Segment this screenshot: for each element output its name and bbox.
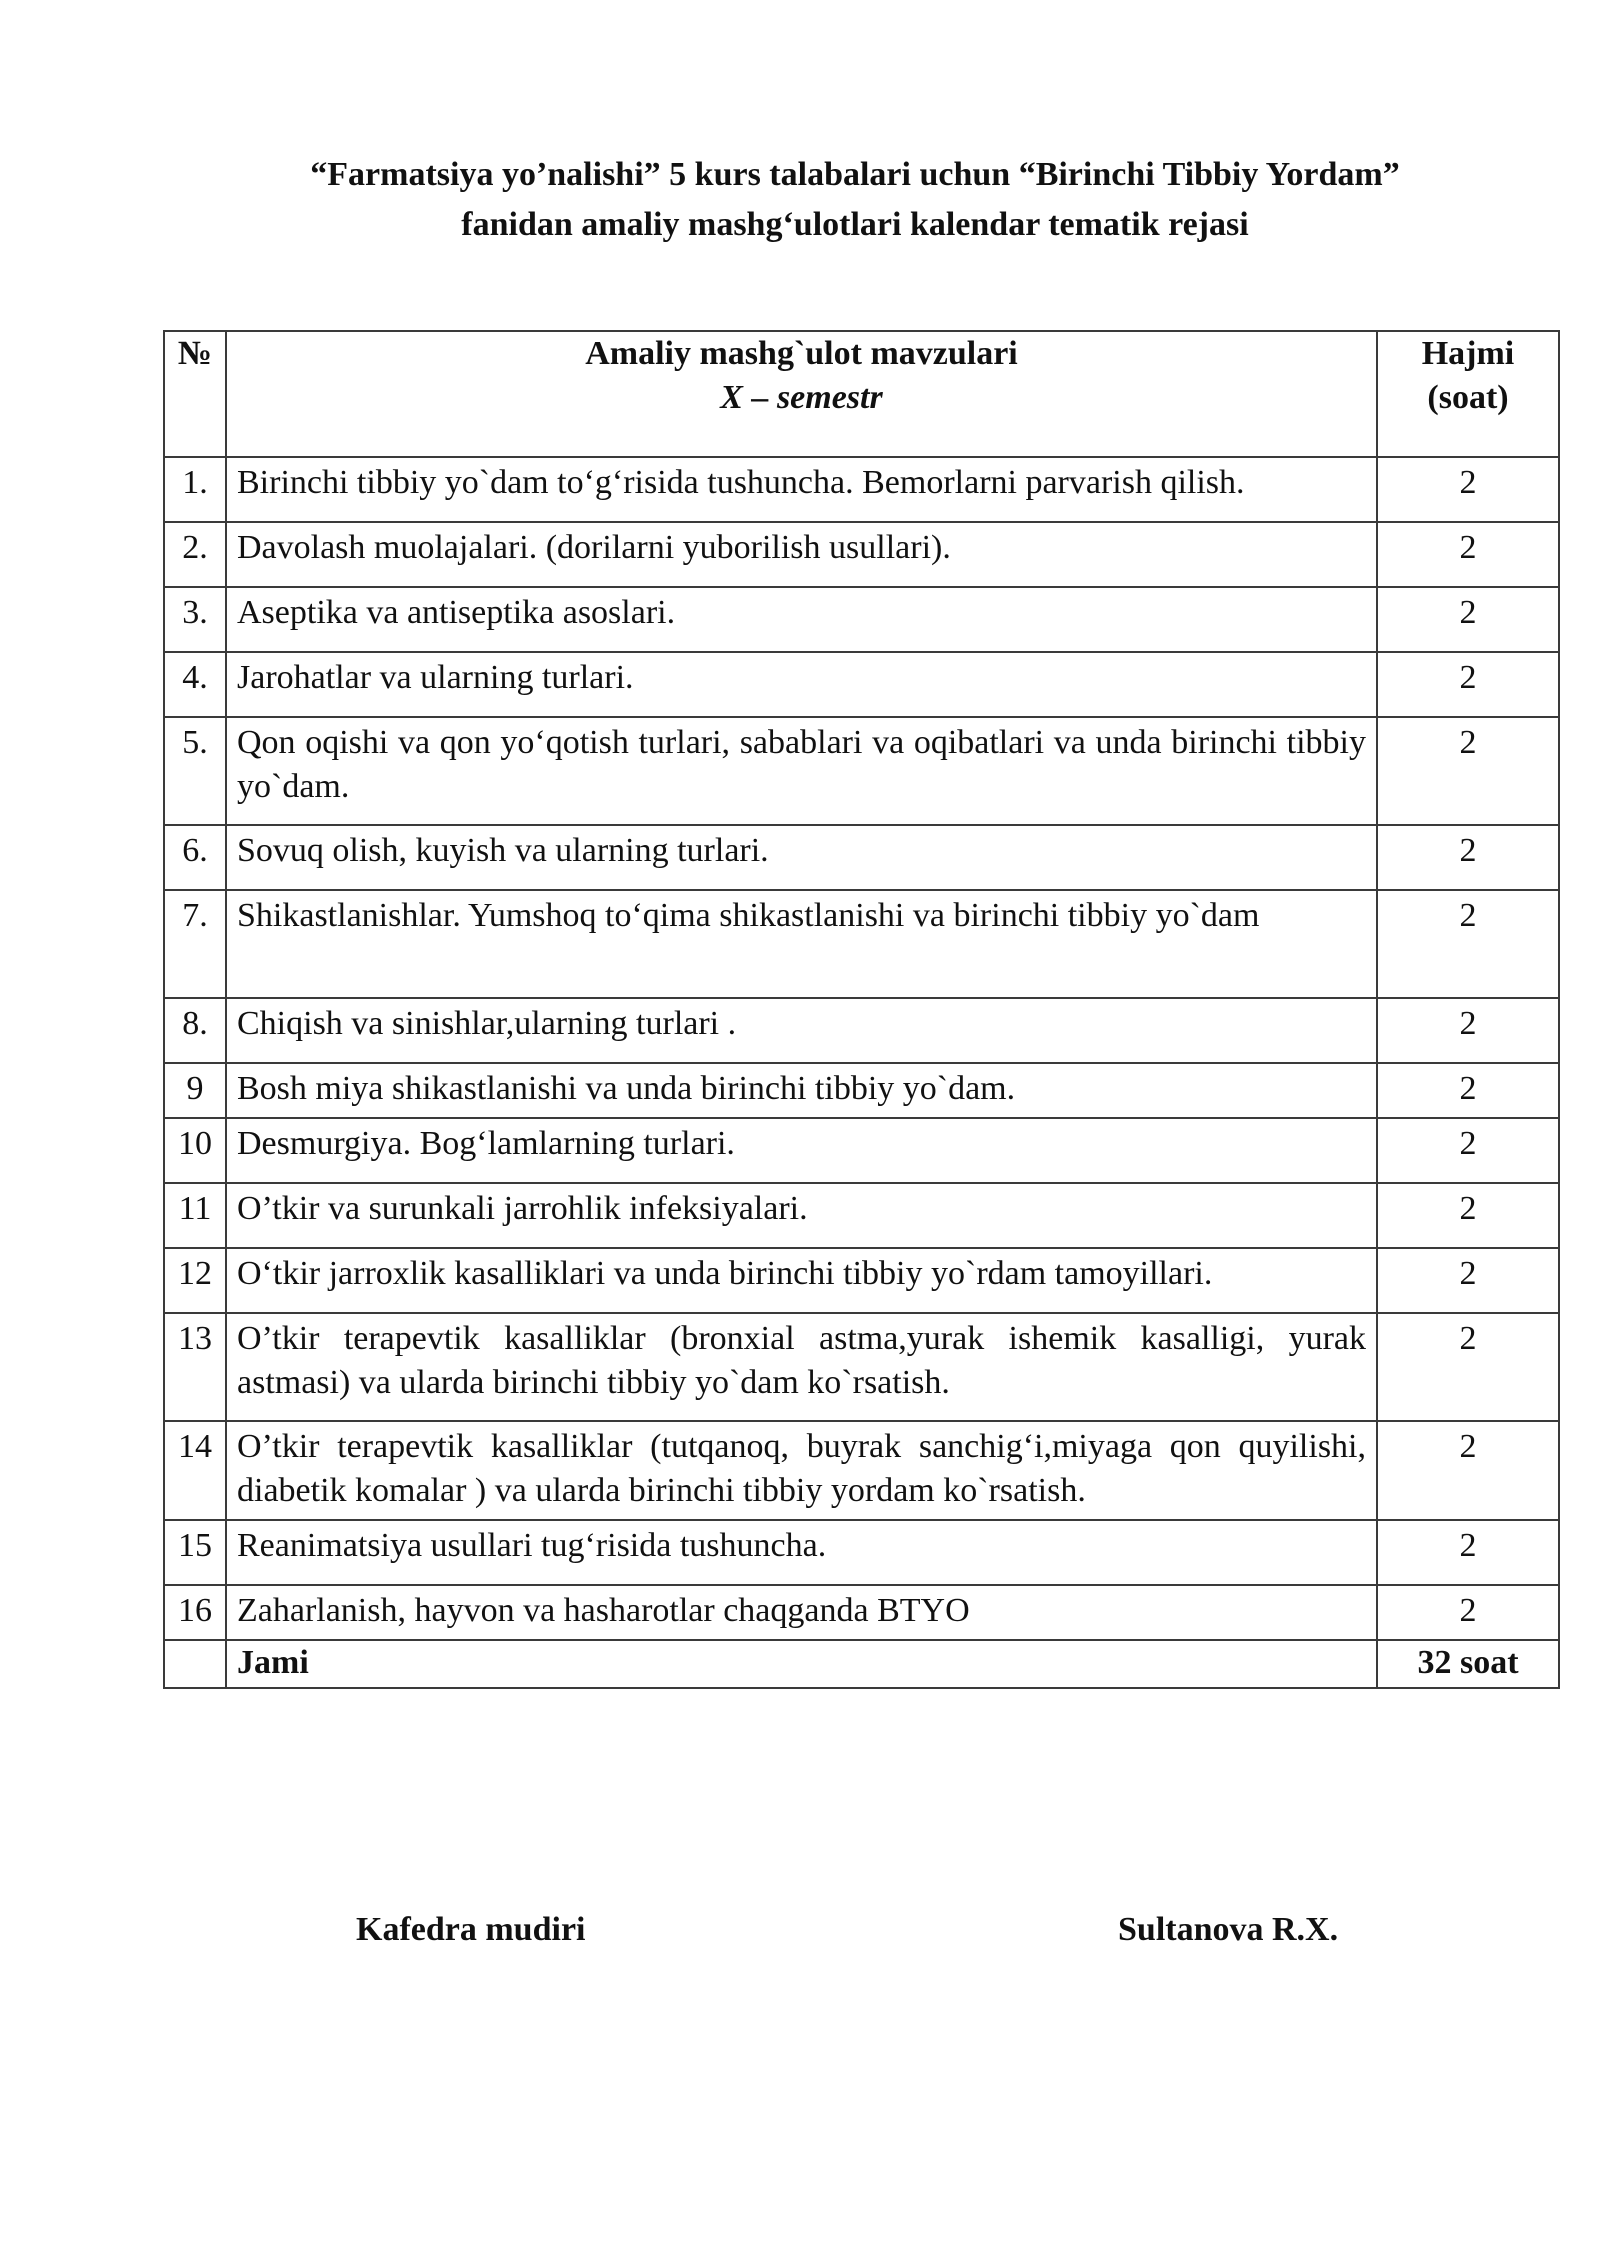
header-hours [1377, 331, 1559, 457]
row-number: 16 [164, 1585, 226, 1640]
table-row [164, 1248, 1559, 1313]
row-topic: Zaharlanish, hayvon va hasharotlar chaqganda BTYO [226, 1585, 1377, 1640]
row-hours: 2 [1377, 587, 1559, 652]
table-row [164, 1585, 1559, 1640]
table-row [164, 1063, 1559, 1118]
table-row [164, 1421, 1559, 1520]
row-number: 6. [164, 825, 226, 890]
table-row [164, 1183, 1559, 1248]
table-row [164, 890, 1559, 998]
row-topic: Davolash muolajalari. (dorilarni yuborilish usullari). [226, 522, 1377, 587]
row-topic: Qon oqishi va qon yo‘qotish turlari, sabablari va oqibatlari va unda birinchi tibbiy yo`dam. [226, 717, 1377, 825]
table-row [164, 998, 1559, 1063]
row-topic: Shikastlanishlar. Yumshoq to‘qima shikastlanishi va birinchi tibbiy yo`dam [226, 890, 1377, 998]
header-topic [226, 331, 1377, 457]
row-hours: 2 [1377, 1183, 1559, 1248]
row-number: 11 [164, 1183, 226, 1248]
row-topic: Birinchi tibbiy yo`dam to‘g‘risida tushuncha. Bemorlarni parvarish qilish. [226, 457, 1377, 522]
row-number: 1. [164, 457, 226, 522]
row-topic: O’tkir terapevtik kasalliklar (tutqanoq, buyrak sanchig‘i,miyaga qon quyilishi, diabetik komalar ) va ularda birinchi tibbiy yordam ko`rsatish. [226, 1421, 1377, 1520]
row-number: 14 [164, 1421, 226, 1520]
header-number: № [164, 331, 226, 457]
header-semester: X – semestr [720, 379, 883, 416]
row-topic: O’tkir va surunkali jarrohlik infeksiyalari. [226, 1183, 1377, 1248]
row-number: 8. [164, 998, 226, 1063]
row-hours: 2 [1377, 522, 1559, 587]
row-number: 10 [164, 1118, 226, 1183]
total-hours: 32 soat [1377, 1640, 1559, 1688]
row-number: 13 [164, 1313, 226, 1421]
row-hours: 2 [1377, 457, 1559, 522]
row-hours: 2 [1377, 998, 1559, 1063]
row-topic: O‘tkir jarroxlik kasalliklari va unda birinchi tibbiy yo`rdam tamoyillari. [226, 1248, 1377, 1313]
row-topic: Bosh miya shikastlanishi va unda birinchi tibbiy yo`dam. [226, 1063, 1377, 1118]
table-row [164, 587, 1559, 652]
document-title [160, 150, 1550, 250]
table-row [164, 1313, 1559, 1421]
row-number: 12 [164, 1248, 226, 1313]
table-total-row [164, 1640, 1559, 1688]
table-row [164, 522, 1559, 587]
row-hours: 2 [1377, 652, 1559, 717]
table-row [164, 1520, 1559, 1585]
header-hours-unit: (soat) [1427, 379, 1509, 416]
row-hours: 2 [1377, 1063, 1559, 1118]
row-number: 4. [164, 652, 226, 717]
row-number: 2. [164, 522, 226, 587]
table-row [164, 1118, 1559, 1183]
signature-position: Kafedra mudiri [356, 1911, 586, 1948]
table-row [164, 825, 1559, 890]
schedule-table [163, 330, 1560, 1689]
row-hours: 2 [1377, 1520, 1559, 1585]
row-number: 7. [164, 890, 226, 998]
row-topic: Sovuq olish, kuyish va ularning turlari. [226, 825, 1377, 890]
row-hours: 2 [1377, 1118, 1559, 1183]
header-hours-label: Hajmi [1421, 335, 1515, 372]
row-topic: Chiqish va sinishlar,ularning turlari . [226, 998, 1377, 1063]
table-row [164, 652, 1559, 717]
row-topic: Reanimatsiya usullari tug‘risida tushuncha. [226, 1520, 1377, 1585]
row-hours: 2 [1377, 1313, 1559, 1421]
total-label: Jami [226, 1640, 1377, 1688]
row-number: 15 [164, 1520, 226, 1585]
header-topic-label: Amaliy mashg`ulot mavzulari [585, 335, 1018, 372]
row-topic: O’tkir terapevtik kasalliklar (bronxial astma,yurak ishemik kasalligi, yurak astmasi) va ularda birinchi tibbiy yo`dam ko`rsatish. [226, 1313, 1377, 1421]
row-hours: 2 [1377, 717, 1559, 825]
title-line-2: fanidan amaliy mashg‘ulotlari kalendar tematik rejasi [461, 206, 1249, 243]
total-number-cell [164, 1640, 226, 1688]
row-topic: Aseptika va antiseptika asoslari. [226, 587, 1377, 652]
row-hours: 2 [1377, 890, 1559, 998]
row-number: 3. [164, 587, 226, 652]
table-header-row [164, 331, 1559, 457]
row-topic: Jarohatlar va ularning turlari. [226, 652, 1377, 717]
row-number: 9 [164, 1063, 226, 1118]
table-row [164, 717, 1559, 825]
row-hours: 2 [1377, 1421, 1559, 1520]
row-number: 5. [164, 717, 226, 825]
title-line-1: “Farmatsiya yo’nalishi” 5 kurs talabalari uchun “Birinchi Tibbiy Yordam” [310, 156, 1400, 193]
row-topic: Desmurgiya. Bog‘lamlarning turlari. [226, 1118, 1377, 1183]
row-hours: 2 [1377, 825, 1559, 890]
table-row [164, 457, 1559, 522]
row-hours: 2 [1377, 1248, 1559, 1313]
signature-name: Sultanova R.X. [1118, 1911, 1339, 1948]
row-hours: 2 [1377, 1585, 1559, 1640]
